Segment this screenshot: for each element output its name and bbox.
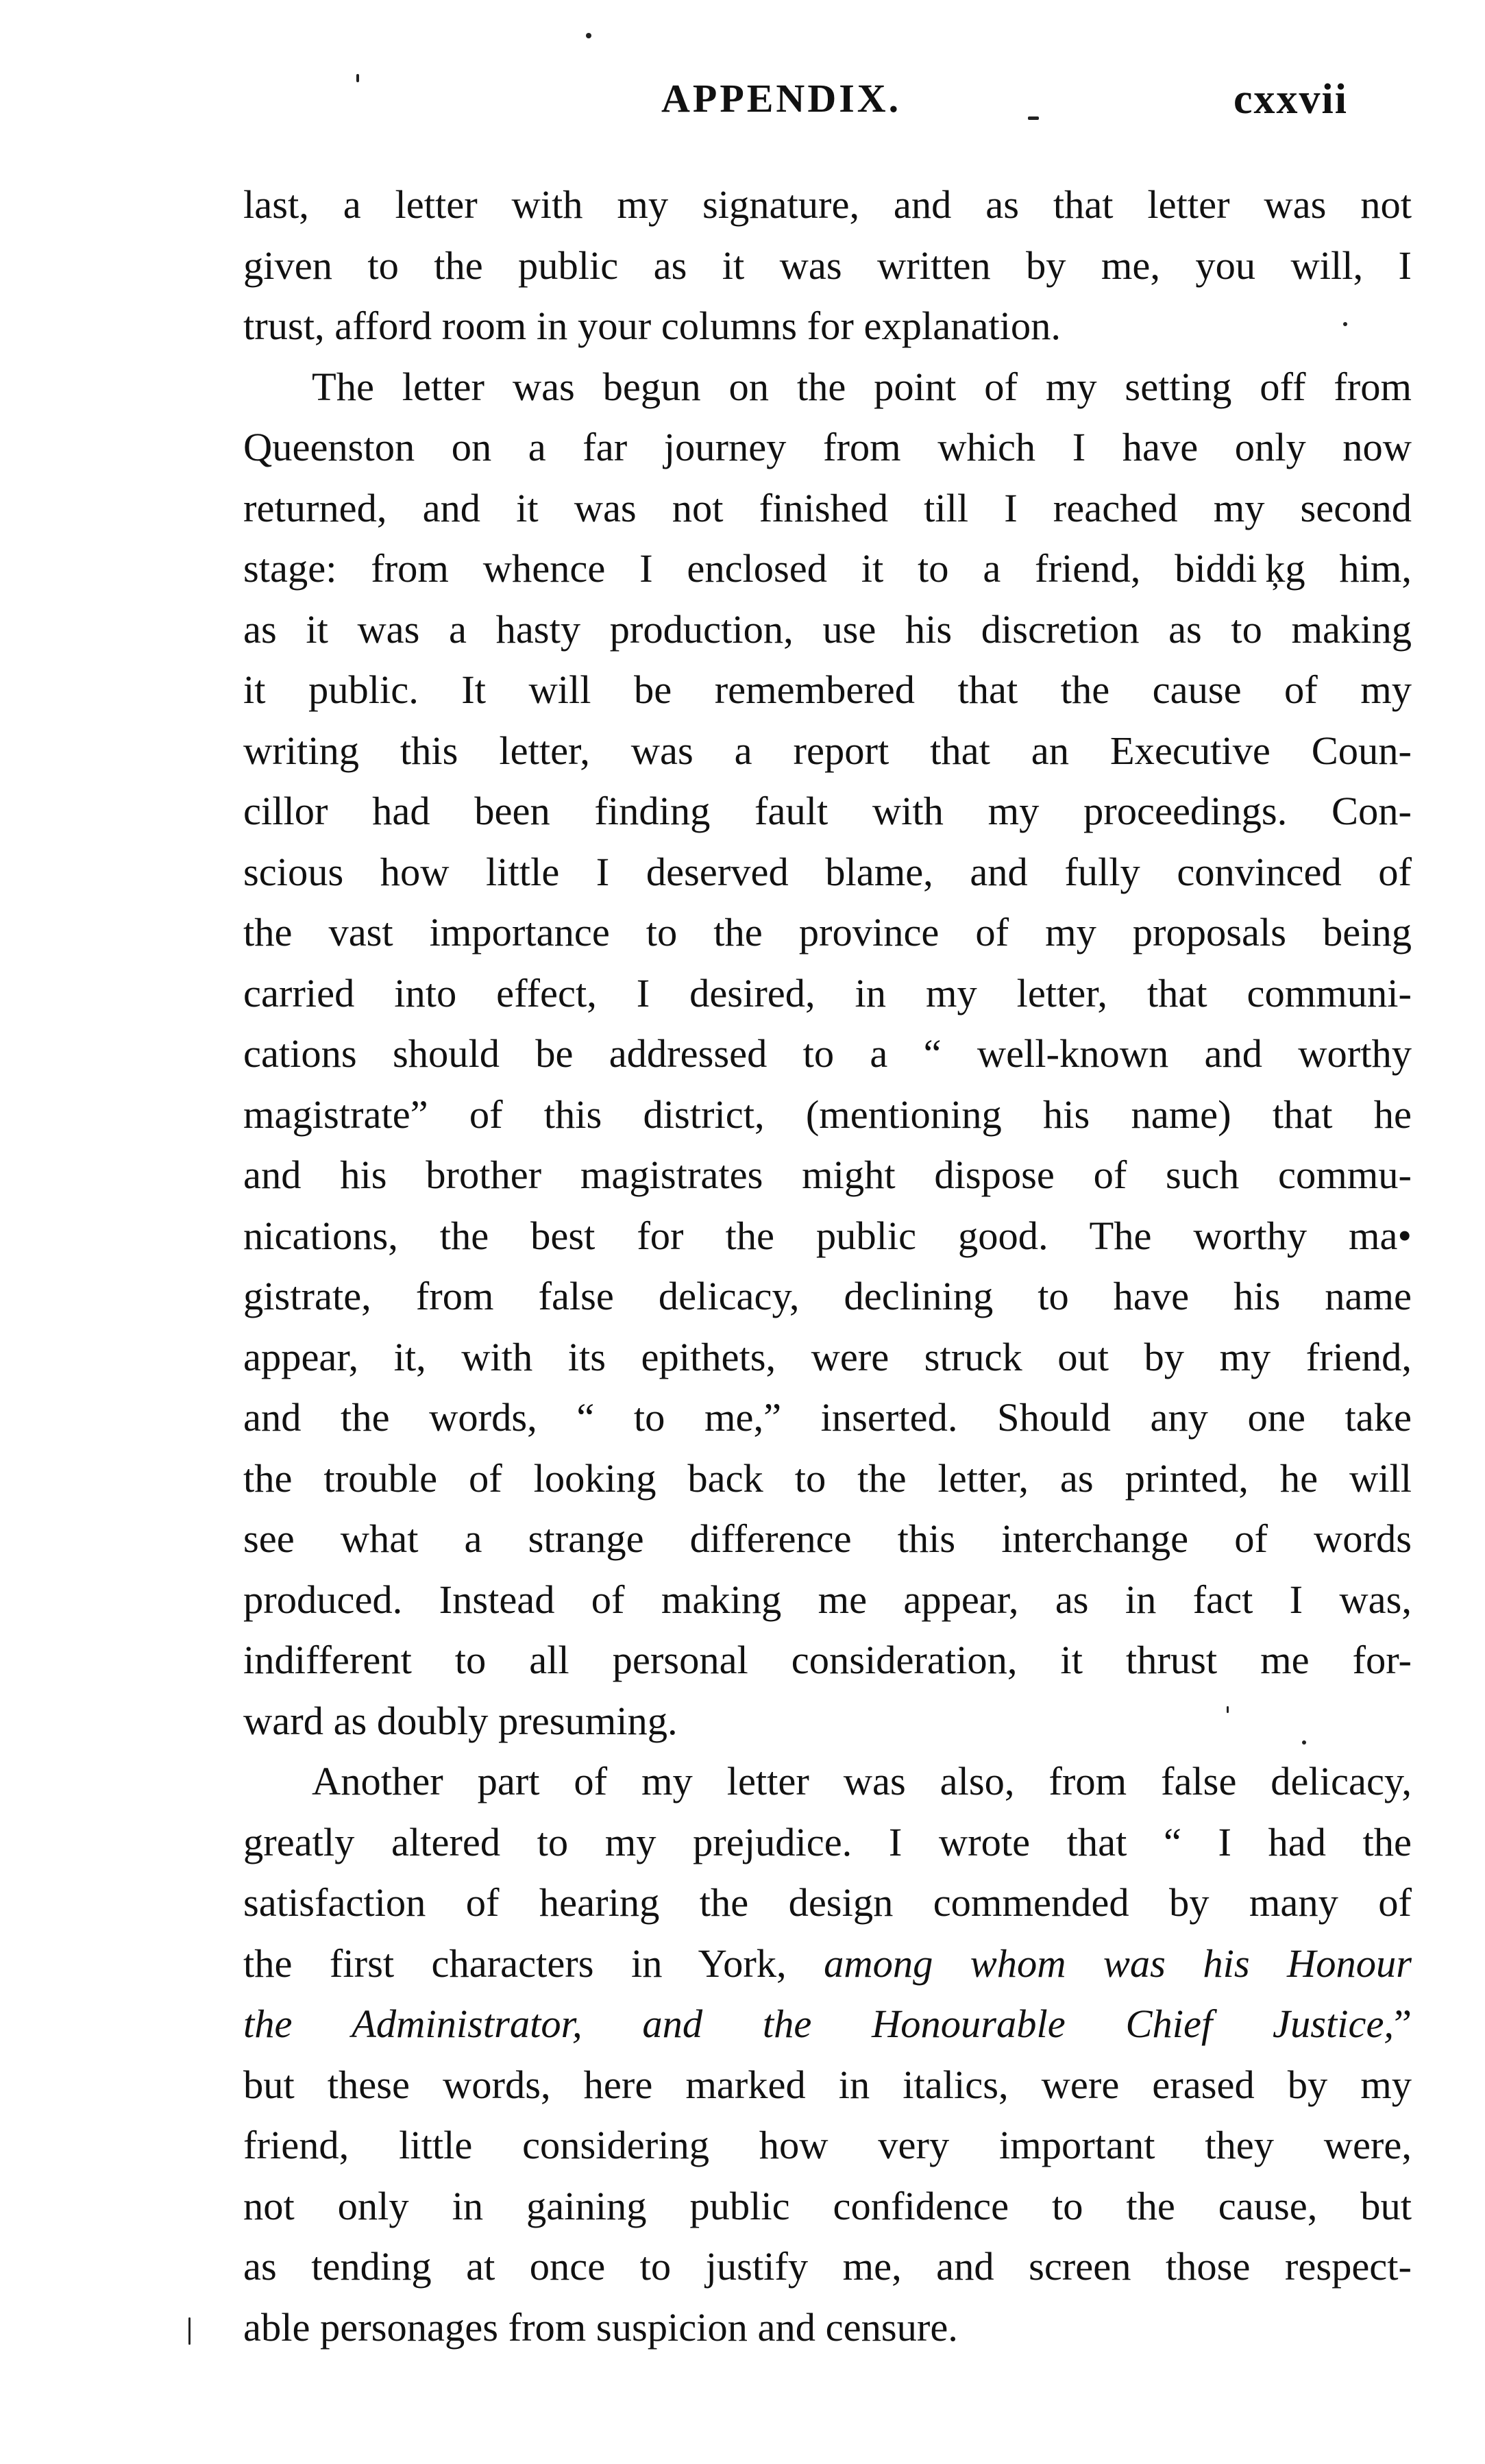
scan-speck	[188, 2317, 191, 2345]
scan-speck	[1028, 116, 1039, 120]
scan-speck	[586, 33, 591, 38]
text-line: greatly altered to my prejudice. I wrote that “ I had the	[243, 1819, 1412, 1864]
text-line: trust, afford room in your columns for explanation.	[243, 304, 1061, 348]
closing-quote: ”	[1394, 2001, 1412, 2046]
text-line: appear, it, with its epithets, were struck out by my friend,	[243, 1334, 1412, 1379]
scan-speck	[356, 74, 359, 82]
text-line: cations should be addressed to a “ well-known and worthy	[243, 1031, 1412, 1076]
roman-run: the first characters in York,	[243, 1941, 824, 1986]
text-line: The letter was begun on the point of my setting off from	[312, 364, 1412, 409]
text-line: but these words, here marked in italics, were erased by my	[243, 2062, 1412, 2107]
text-line-with-italics	[243, 1934, 1412, 1995]
text-line: stage: from whence I enclosed it to a friend, biddi ķg him,	[243, 546, 1412, 591]
text-line: Queenston on a far journey from which I have only now	[243, 425, 1412, 469]
text-line-with-italics	[243, 1994, 1412, 2055]
text-line: gistrate, from false delicacy, declining to have his name	[243, 1274, 1412, 1318]
paragraph-1	[243, 175, 1412, 357]
text-line: satisfaction of hearing the design commended by many of	[243, 1880, 1412, 1925]
running-head-title: APPENDIX.	[661, 76, 902, 121]
italic-run: the Administrator, and the Honourable Chief Justice,	[243, 2001, 1395, 2046]
running-head	[0, 75, 1485, 137]
text-line: indifferent to all personal consideration, it thrust me for-	[243, 1638, 1412, 1682]
text-line: ward as doubly presuming.	[243, 1698, 678, 1743]
text-line: magistrate” of this district, (mentioning his name) that he	[243, 1092, 1412, 1137]
text-line: and the words, “ to me,” inserted. Should any one take	[243, 1395, 1412, 1440]
text-line: Another part of my letter was also, from false delicacy,	[312, 1759, 1412, 1803]
text-line: given to the public as it was written by me, you will, I	[243, 243, 1412, 288]
text-line: the vast importance to the province of my proposals being	[243, 910, 1412, 954]
scan-speck	[1343, 322, 1347, 326]
scan-speck	[1302, 1740, 1306, 1745]
text-line: friend, little considering how very important they were,	[243, 2123, 1412, 2167]
italic-run: among whom was his Honour	[824, 1941, 1412, 1986]
text-line: able personages from suspicion and censure.	[243, 2304, 958, 2350]
text-line: not only in gaining public confidence to the cause, but	[243, 2183, 1412, 2228]
text-line: scious how little I deserved blame, and fully convinced of	[243, 849, 1412, 894]
text-line: cillor had been finding fault with my proceedings. Con-	[243, 789, 1412, 833]
text-line: as it was a hasty production, use his discretion as to making	[243, 606, 1412, 652]
text-line: writing this letter, was a report that an Executive Coun-	[243, 728, 1412, 773]
text-line: produced. Instead of making me appear, as in fact I was,	[243, 1577, 1412, 1622]
text-line: the trouble of looking back to the letter, as printed, he will	[243, 1455, 1412, 1501]
paragraph-2	[243, 357, 1412, 1752]
text-line: last, a letter with my signature, and as that letter was not	[243, 182, 1412, 227]
text-line: as tending at once to justify me, and screen those respect-	[243, 2244, 1412, 2289]
text-line: nications, the best for the public good. The worthy ma•	[243, 1213, 1412, 1258]
text-line: see what a strange difference this interchange of words	[243, 1516, 1412, 1561]
body-text	[243, 175, 1412, 2358]
text-line: returned, and it was not finished till I reached my second	[243, 485, 1412, 530]
text-line: and his brother magistrates might dispose of such commu-	[243, 1153, 1412, 1197]
paragraph-3	[243, 1751, 1412, 2358]
page-number: cxxvii	[1234, 76, 1348, 123]
text-line: carried into effect, I desired, in my letter, that communi-	[243, 970, 1412, 1015]
text-line: it public. It will be remembered that the cause of my	[243, 667, 1412, 712]
scan-speck	[1227, 1706, 1229, 1713]
